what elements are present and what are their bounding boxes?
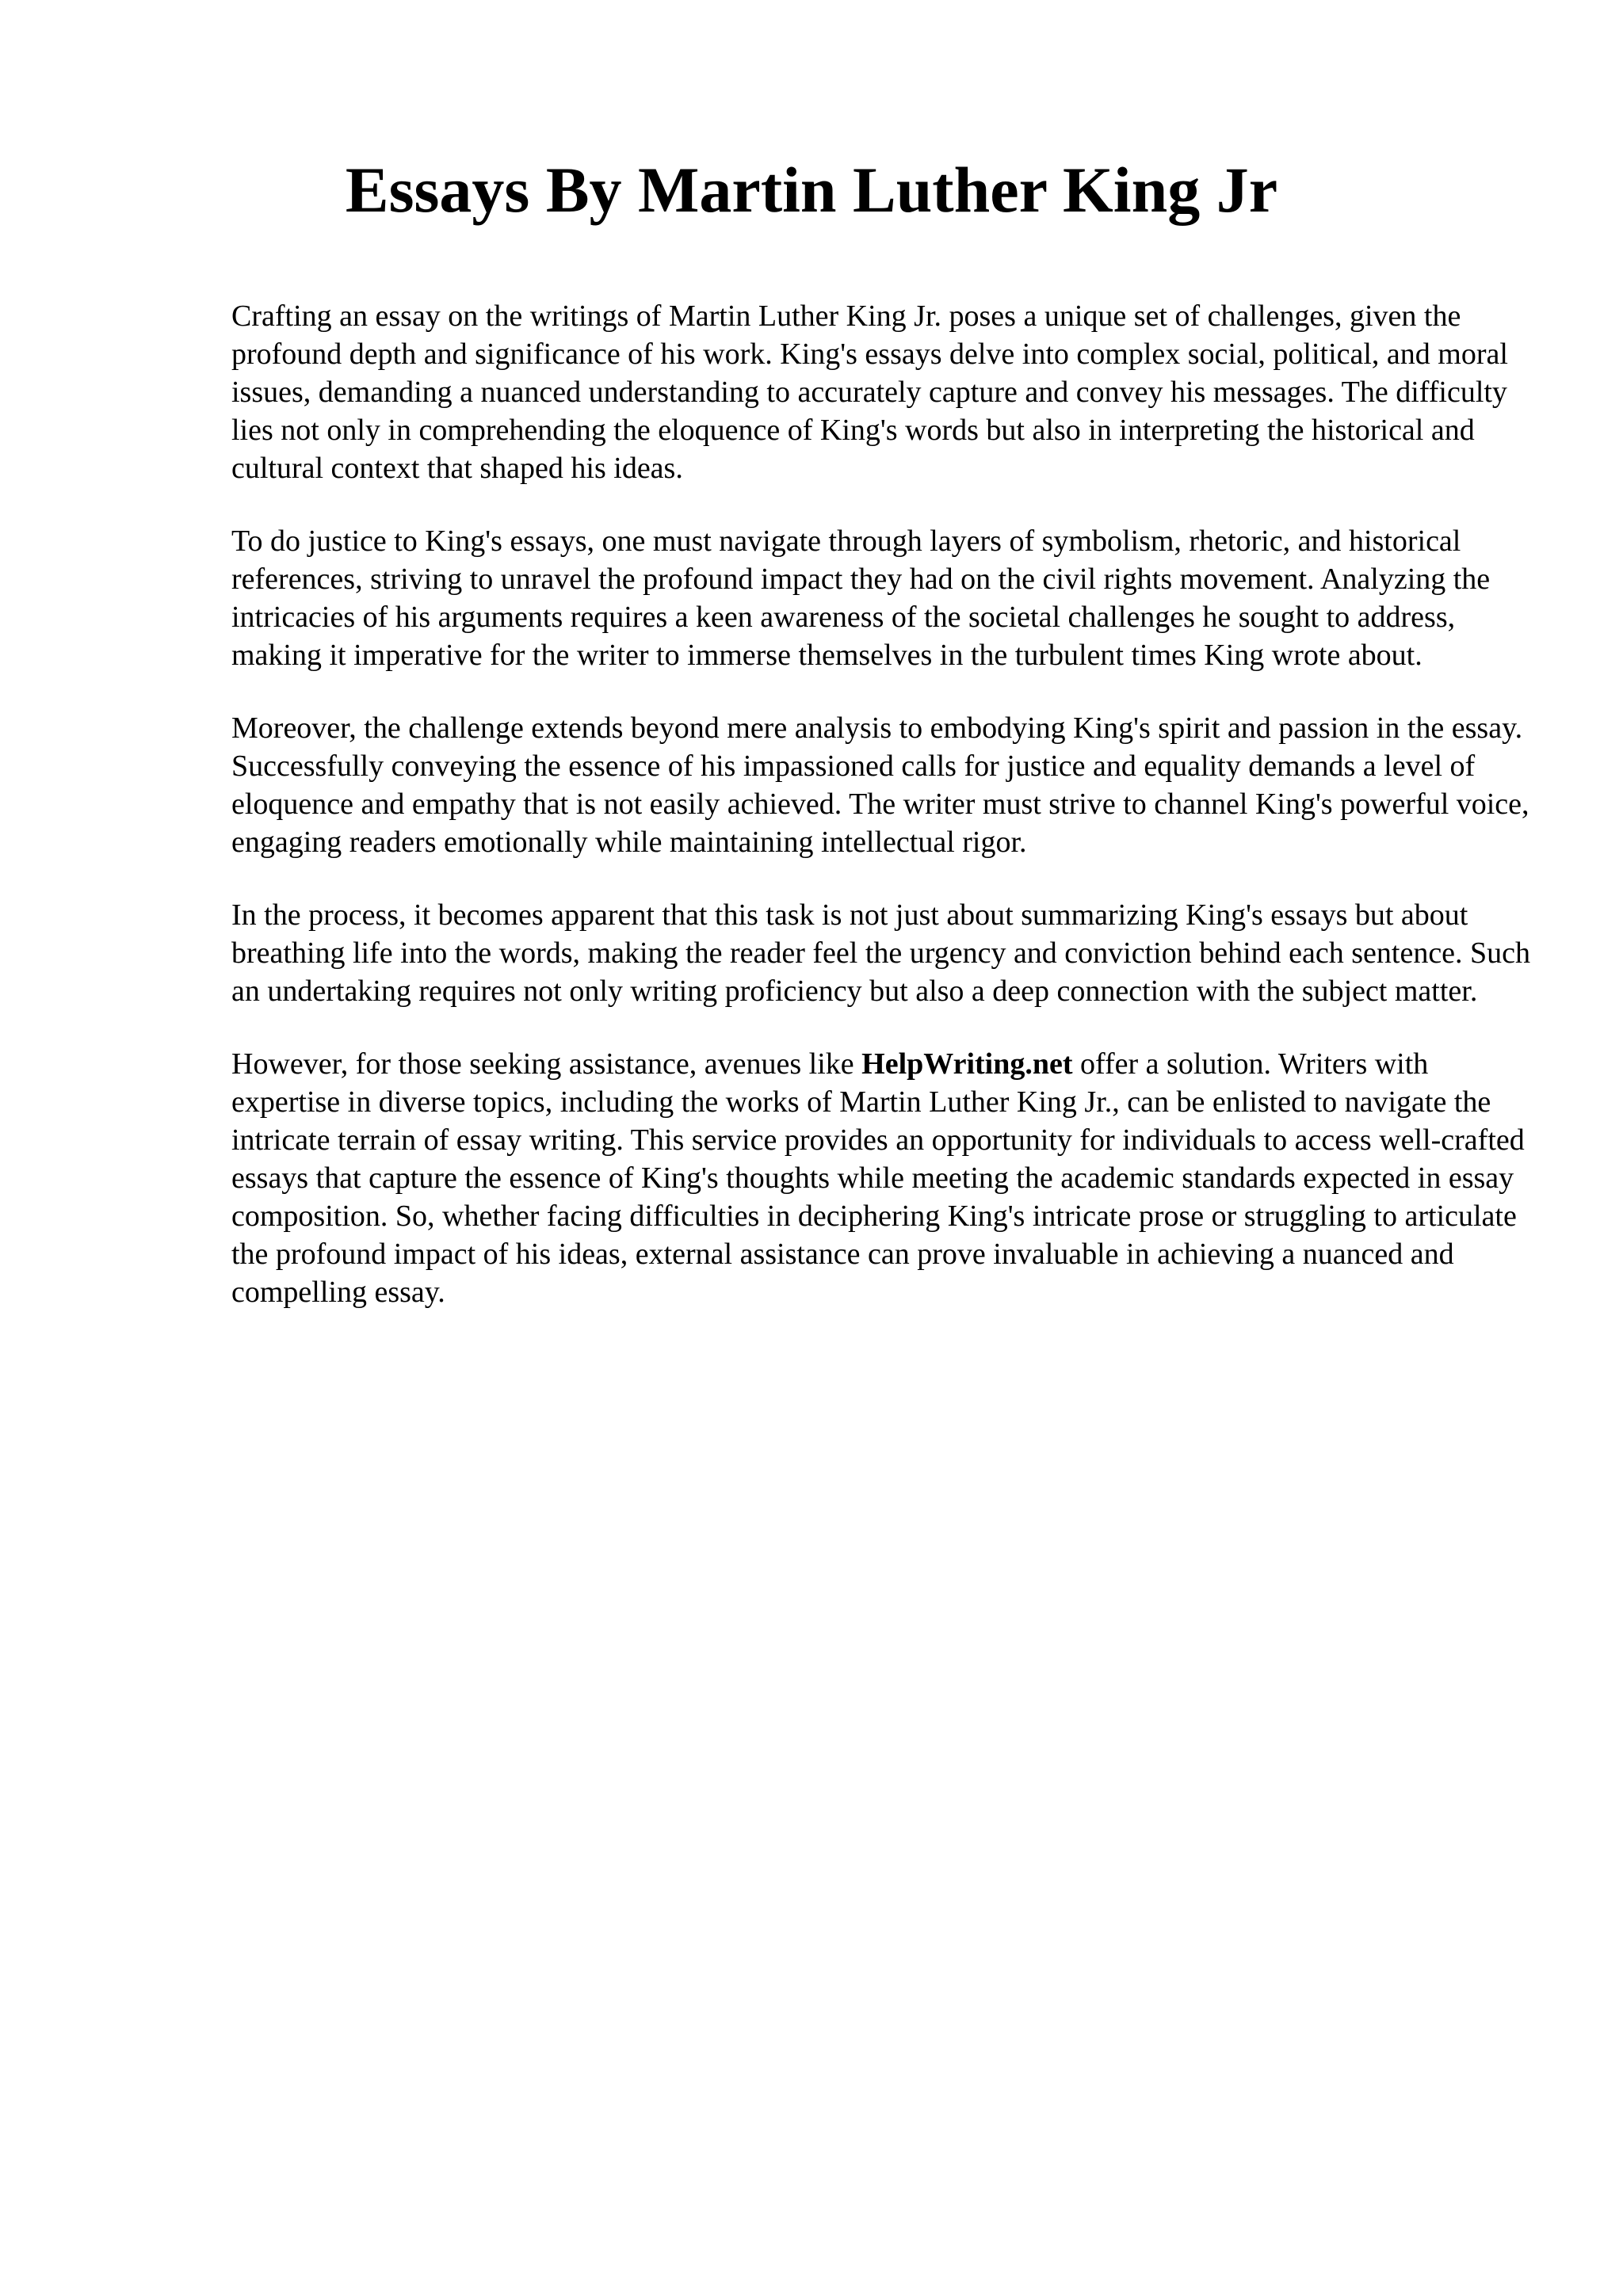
assistance-text-after-link: offer a solution. Writers with expertise in diverse topics, including the works of Martin Luther King Jr., can be enlisted to navigate the intricate terrain of essay writing. This service provides an opportunity for individuals to access well-crafted essays that capture the essence of King's thoughts while meeting the academic standards expected in essay composition. So, whether facing difficulties in deciphering King's intricate prose or struggling to articulate the profound impact of his ideas, external assistance can prove invaluable in achieving a nuanced and compelling essay. xyxy=(231,1047,1525,1309)
paragraph-spirit: Moreover, the challenge extends beyond mere analysis to embodying King's spirit and passion in the essay. Successfully conveying the essence of his impassioned calls for justice and equality demands a level of eloquence and empathy that is not easily achieved. The writer must strive to channel King's powerful voice, engaging readers emotionally while maintaining intellectual rigor. xyxy=(231,711,1529,859)
helpwriting-link[interactable]: HelpWriting.net xyxy=(861,1047,1073,1081)
paragraph-intro: Crafting an essay on the writings of Martin Luther King Jr. poses a unique set of challenges, given the profound depth and significance of his work. King's essays delve into complex social, political, and moral issues, demanding a nuanced understanding to accurately capture and convey his messages. The difficulty lies not only in comprehending the eloquence of King's words but also in interpreting the historical and cultural context that shaped his ideas. xyxy=(231,299,1508,485)
document-title: Essays By Martin Luther King Jr xyxy=(345,154,1278,226)
document-body xyxy=(231,297,1531,1346)
assistance-text-before-link: However, for those seeking assistance, avenues like xyxy=(231,1047,862,1081)
paragraph-context: To do justice to King's essays, one must navigate through layers of symbolism, rhetoric, and historical references, striving to unravel the profound impact they had on the civil rights movement. Analyzing the intricacies of his arguments requires a keen awareness of the societal challenges he sought to address, making it imperative for the writer to immerse themselves in the turbulent times King wrote about. xyxy=(231,524,1491,672)
paragraph-process: In the process, it becomes apparent that this task is not just about summarizing King's essays but about breathing life into the words, making the reader feel the urgency and conviction behind each sentence. Such an undertaking requires not only writing proficiency but also a deep connection with the subject matter. xyxy=(231,898,1531,1008)
paragraph-assistance xyxy=(231,1045,1531,1311)
